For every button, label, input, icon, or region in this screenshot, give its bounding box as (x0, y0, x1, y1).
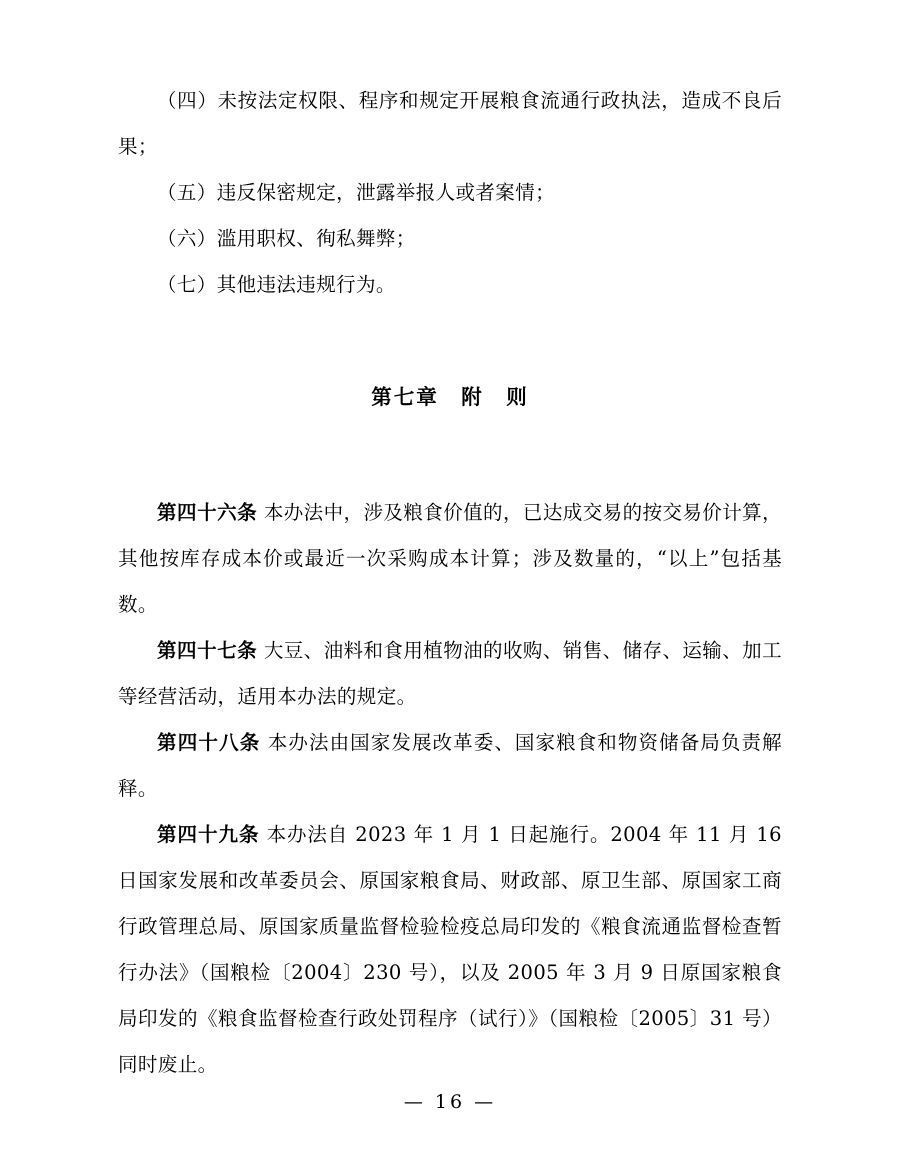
list-item: （七）其他违法违规行为。 (157, 273, 396, 296)
page-number: — 16 — (403, 1091, 497, 1113)
article-label: 第四十七条 (157, 639, 258, 662)
spacer (118, 420, 782, 490)
article-paragraph (118, 720, 782, 812)
list-item: （四）未按法定权限、程序和规定开展粮食流通行政执法，造成不良后果； (118, 89, 782, 158)
article-label: 第四十八条 (157, 731, 261, 754)
article-text: 大豆、油料和食用植物油的收购、销售、储存、运输、加工等经营活动，适用本办法的规定。 (118, 639, 782, 708)
article-paragraph (118, 812, 782, 1088)
article-paragraph (118, 490, 782, 628)
article-text: 本办法由国家发展改革委、国家粮食和物资储备局负责解释。 (118, 731, 782, 800)
list-item: （五）违反保密规定，泄露举报人或者案情； (157, 181, 556, 204)
article-text: 本办法中，涉及粮食价值的，已达成交易的按交易价计算，其他按库存成本价或最近一次采购成本计算；涉及数量的，“以上”包括基数。 (118, 501, 782, 616)
article-label: 第四十六条 (157, 501, 258, 524)
spacer (118, 308, 782, 374)
document-body (118, 78, 782, 1088)
article-paragraph (118, 628, 782, 720)
chapter-heading: 第七章 附 则 (371, 385, 529, 409)
article-text: 本办法自 2023 年 1 月 1 日起施行。2004 年 11 月 16 日国家发展和改革委员会、原国家粮食局、财政部、原卫生部、原国家工商行政管理总局、原国家质量监督检验检疫总局印发的《粮食流通监督检查暂行办法》（国粮检〔2004〕230 号），以及 2005 年 3 月 9 日原国家粮食局印发的《粮食监督检查行政处罚程序（试行）》（国粮检〔2005〕31 号）同时废止。 (118, 823, 782, 1076)
list-item: （六）滥用职权、徇私舞弊； (157, 227, 416, 250)
article-label: 第四十九条 (157, 823, 260, 846)
